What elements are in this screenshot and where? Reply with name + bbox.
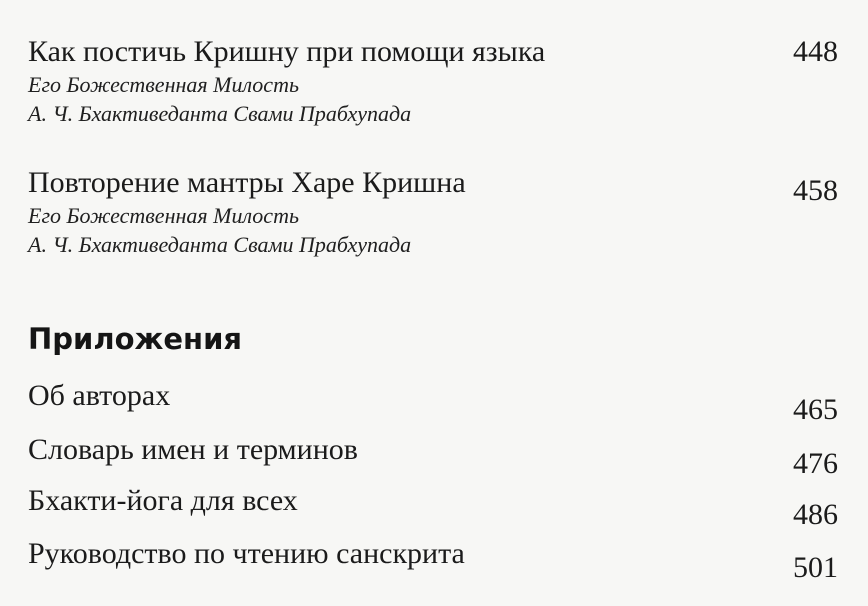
toc-entry-page-number: 458 xyxy=(793,174,838,207)
appendix-entry xyxy=(28,432,838,480)
appendix-entry-page-number: 486 xyxy=(793,498,838,531)
appendix-entry-title: Бхакти-йога для всех xyxy=(28,484,298,517)
appendix-entry-page-number: 501 xyxy=(793,551,838,584)
appendix-entry xyxy=(28,536,838,584)
appendix-entry-page-number: 476 xyxy=(793,447,838,480)
toc-entry-author-line1: Его Божественная Милость xyxy=(28,203,299,228)
appendix-entry-title: Об авторах xyxy=(28,379,171,412)
toc-entry-title: Повторение мантры Харе Кришна xyxy=(28,166,466,199)
toc-entry-title: Как постичь Кришну при помощи языка xyxy=(28,35,546,68)
appendix-entry-title: Словарь имен и терминов xyxy=(28,433,358,466)
section-heading: Приложения xyxy=(28,322,243,356)
toc-entry-author-line2: А. Ч. Бхактиведанта Свами Прабхупада xyxy=(28,101,412,126)
toc-entry-author-line2: А. Ч. Бхактиведанта Свами Прабхупада xyxy=(28,232,412,257)
appendix-entry xyxy=(28,378,838,426)
toc-entry xyxy=(28,34,838,128)
toc-entry-page-number: 448 xyxy=(793,35,838,68)
appendix-entry-title: Руководство по чтению санскрита xyxy=(28,537,465,570)
appendix-entry-page-number: 465 xyxy=(793,393,838,426)
toc-entry xyxy=(28,165,838,259)
toc-entry-author-line1: Его Божественная Милость xyxy=(28,72,299,97)
appendix-entry xyxy=(28,483,838,531)
